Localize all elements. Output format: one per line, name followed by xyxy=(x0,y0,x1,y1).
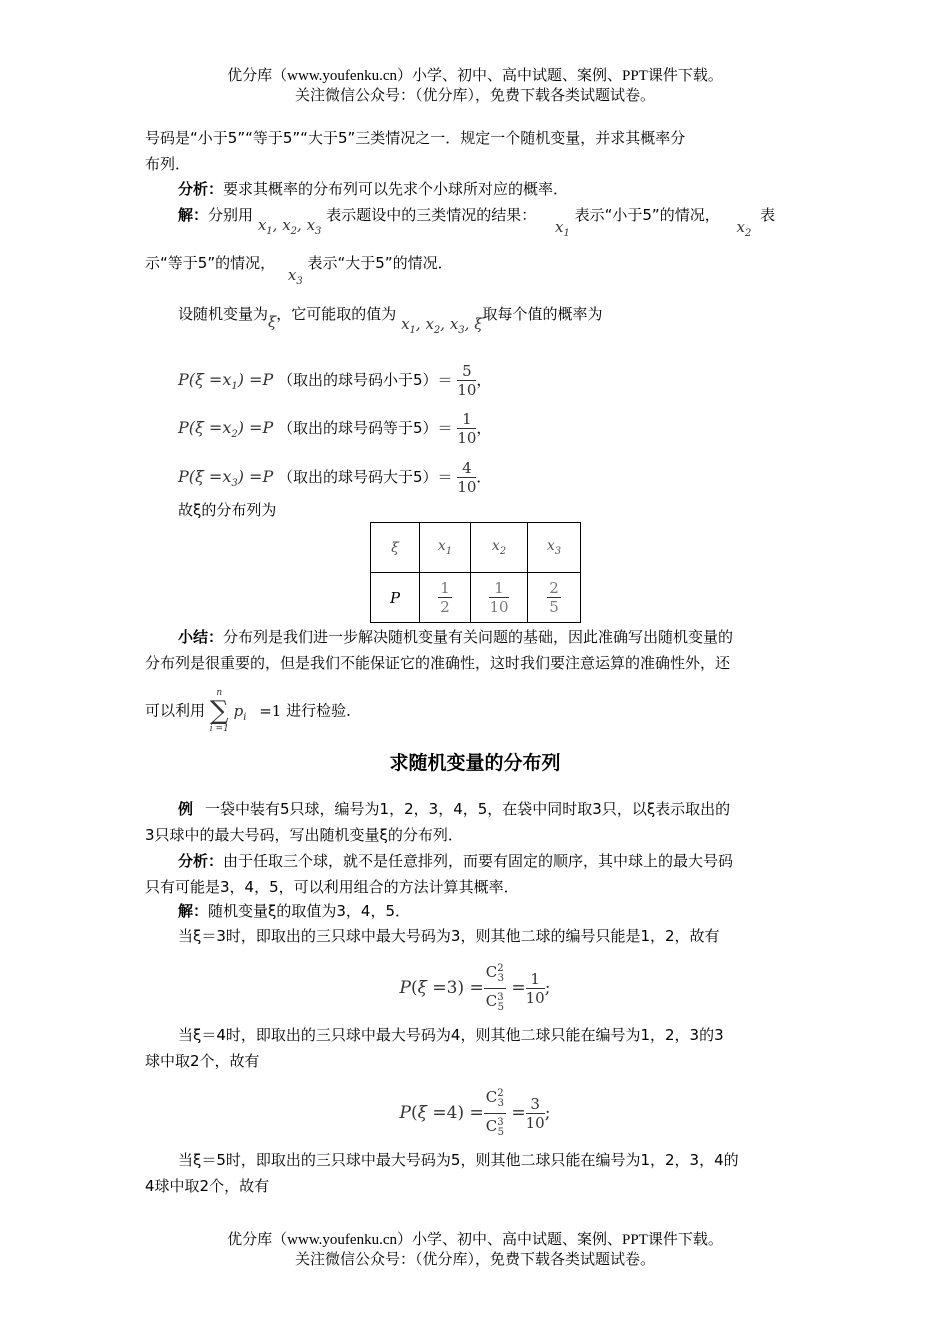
solution-line-2 xyxy=(145,252,453,287)
case-4-line-2: 球中取2个，故有 xyxy=(145,1052,260,1070)
math-prob-x3: $P(\xi =x_3) =P$ xyxy=(178,467,274,489)
fraction-4-10: $\frac{4}{10}$ xyxy=(457,459,477,496)
text: 表示题设中的三类情况的结果： xyxy=(326,206,537,224)
text-line: 布列． xyxy=(145,155,191,173)
text: 进行检验． xyxy=(286,701,362,720)
math-x3: $x_3$ xyxy=(287,266,303,287)
footer-line-2: 关注微信公众号：（优分库），免费下载各类试题试卷。 xyxy=(294,1252,655,1268)
text: （取出的球号码等于5）＝ xyxy=(278,419,453,437)
summary-label: 小结： xyxy=(178,628,224,646)
text: 可以利用 xyxy=(145,701,206,720)
table-cell-prob: $\frac{1}{2}$ xyxy=(420,573,471,623)
example-analysis-2: 只有可能是3，4，5，可以利用组合的方法计算其概率． xyxy=(145,878,519,896)
example-line-2: 3只球中的最大号码，写出随机变量ξ的分布列． xyxy=(145,826,463,844)
summary-line-2: 分布列是很重要的，但是我们不能保证它的准确性，这时我们要注意运算的准确性外，还 xyxy=(145,654,731,672)
math-x1: $x_1$ xyxy=(554,218,570,239)
case-3-line: 当ξ＝3时，即取出的三只球中最大号码为3，则其他二球的编号只能是1，2，故有 xyxy=(178,927,720,945)
math-xi: ξ xyxy=(268,313,277,331)
case-5-line-2: 4球中取2个，故有 xyxy=(145,1177,270,1195)
distribution-intro: 故ξ的分布列为 xyxy=(178,501,277,519)
table-cell-prob: $\frac{1}{10}$ xyxy=(471,573,528,623)
table-header-x1: $x_1$ xyxy=(420,523,471,573)
fraction-5-10: $\frac{5}{10}$ xyxy=(457,362,477,399)
text: 由于任取三个球，就不是任意排列，而要有固定的顺序，其中球上的最大号码 xyxy=(223,852,734,870)
header-line-2: 关注微信公众号：（优分库），免费下载各类试题试卷。 xyxy=(294,88,655,104)
footer-line-1: 优分库（www.youfenku.cn）小学、初中、高中试题、案例、PPT课件下载。 xyxy=(227,1232,723,1248)
table-row-label: P xyxy=(371,573,420,623)
text: 分别用 xyxy=(208,206,254,224)
text: 分布列是我们进一步解决随机变量有关问题的基础，因此准确写出随机变量的 xyxy=(223,628,734,646)
analysis-paragraph xyxy=(178,178,568,200)
text: 一袋中装有5只球，编号为1，2，3，4，5，在袋中同时取3只，以ξ表示取出的 xyxy=(205,800,731,818)
text: 设随机变量为 xyxy=(178,305,269,323)
math-x2: $x_2$ xyxy=(736,218,752,239)
distribution-table xyxy=(370,522,581,623)
section-title: 求随机变量的分布列 xyxy=(389,752,561,774)
summation-symbol: n ∑ i =1 xyxy=(209,688,229,734)
analysis-label: 分析： xyxy=(178,852,224,870)
summary-line-3: 可以利用 n ∑ i =1 $p_i =1$ 进行检验． xyxy=(145,688,362,734)
text-line: 号码是“小于5”“等于5”“大于5”三类情况之一．规定一个随机变量，并求其概率分 xyxy=(145,129,686,147)
table-cell-prob: $\frac{2}{5}$ xyxy=(528,573,581,623)
random-variable-line xyxy=(178,303,603,336)
table-header-x3: $x_3$ xyxy=(528,523,581,573)
example-solution xyxy=(178,900,410,922)
analysis-text: 要求其概率的分布列可以先求个小球所对应的概率． xyxy=(223,180,569,198)
table-header-x2: $x_2$ xyxy=(471,523,528,573)
analysis-label: 分析： xyxy=(178,180,224,198)
math-prob-x1: $P(\xi =x_1) =P$ xyxy=(178,370,274,392)
solution-label: 解： xyxy=(178,206,209,224)
equation-p4: P(ξ =4) = $\frac{C^2_3}{C^3_5}$ = $\frac{3}{10}$ ; xyxy=(0,1085,950,1142)
case-4-line-1: 当ξ＝4时，即取出的三只球中最大号码为4，则其他二球只能在编号为1，2，3的3 xyxy=(178,1026,724,1044)
example-line-1 xyxy=(178,798,730,820)
prob-greater-line: $P(\xi =x_3) =P$ （取出的球号码大于5）＝ $\frac{4}{10}$ ． xyxy=(178,459,492,496)
text: ，它可能取的值为 xyxy=(276,305,397,323)
text: 随机变量ξ的取值为3，4，5． xyxy=(208,902,411,920)
fraction-1-10: $\frac{1}{10}$ xyxy=(457,410,477,447)
solution-label: 解： xyxy=(178,902,209,920)
text: 示“等于5”的情况， xyxy=(145,254,276,272)
header-line-1: 优分库（www.youfenku.cn）小学、初中、高中试题、案例、PPT课件下载。 xyxy=(227,68,723,84)
text: 取每个值的概率为 xyxy=(482,305,603,323)
text: （取出的球号码大于5）＝ xyxy=(278,468,453,486)
text: 表 xyxy=(760,206,776,224)
math-values: $x_1$, $x_2$, $x_3$, ξ xyxy=(401,315,483,336)
example-label: 例 xyxy=(178,800,194,818)
math-x1x2x3: $x_1$, $x_2$, $x_3$ xyxy=(257,216,322,237)
text: 表示“小于5”的情况， xyxy=(574,206,720,224)
equation-p3: P(ξ =3) = $\frac{C^2_3}{C^3_5}$ = $\frac{1}{10}$ ; xyxy=(0,960,950,1017)
text: 表示“大于5”的情况． xyxy=(307,254,453,272)
example-analysis-1 xyxy=(178,850,733,872)
table-header-xi: ξ xyxy=(371,523,420,573)
summary-line-1 xyxy=(178,626,733,648)
solution-line xyxy=(178,204,776,239)
prob-equal-line: $P(\xi =x_2) =P$ （取出的球号码等于5）＝ $\frac{1}{10}$ ， xyxy=(178,410,492,447)
text: （取出的球号码小于5）＝ xyxy=(278,371,453,389)
case-5-line-1: 当ξ＝5时，即取出的三只球中最大号码为5，则其他二球只能在编号为1，2，3，4的 xyxy=(178,1151,739,1169)
prob-less-line: $P(\xi =x_1) =P$ （取出的球号码小于5）＝ $\frac{5}{10}$ ， xyxy=(178,362,492,399)
math-prob-x2: $P(\xi =x_2) =P$ xyxy=(178,418,274,440)
